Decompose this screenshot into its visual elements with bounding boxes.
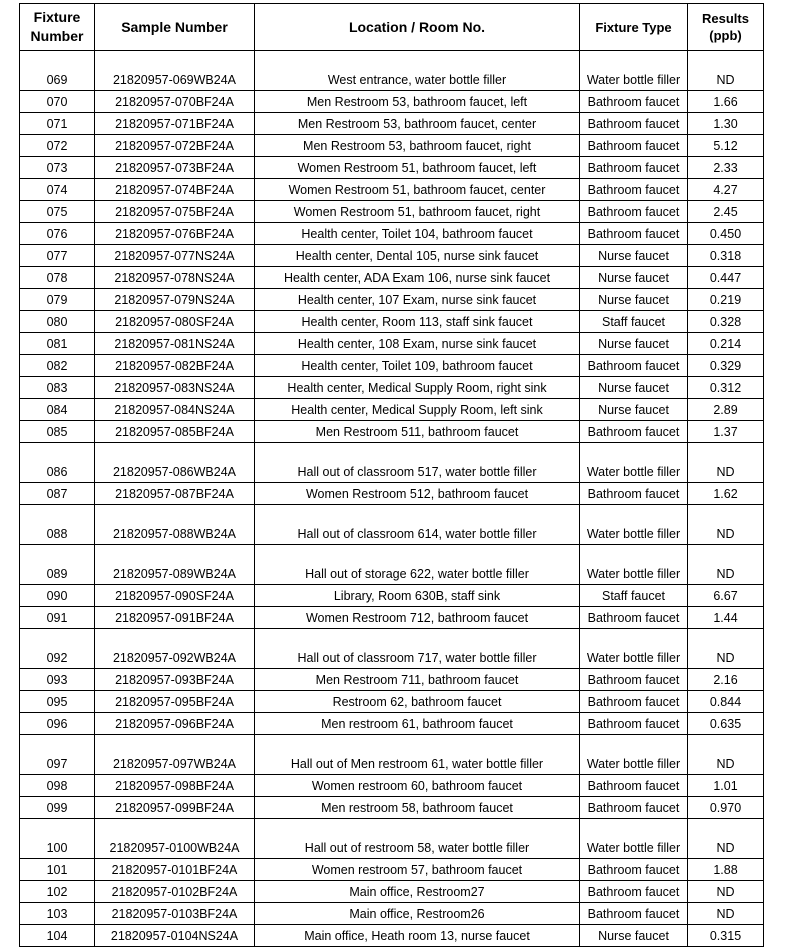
result-cell: 0.315 xyxy=(688,925,764,947)
result-cell: ND xyxy=(688,881,764,903)
result-cell: 1.88 xyxy=(688,859,764,881)
table-row xyxy=(20,355,764,377)
location-cell: Women Restroom 51, bathroom faucet, right xyxy=(255,201,580,223)
table-row xyxy=(20,505,764,545)
fixture-number-cell: 073 xyxy=(20,157,95,179)
sample-number-cell: 21820957-078NS24A xyxy=(95,267,255,289)
sample-number-cell: 21820957-088WB24A xyxy=(95,505,255,545)
fixture-number-cell: 070 xyxy=(20,91,95,113)
fixture-number-cell: 083 xyxy=(20,377,95,399)
fixture-type-cell: Water bottle filler xyxy=(580,51,688,91)
table-row xyxy=(20,775,764,797)
result-cell: 0.214 xyxy=(688,333,764,355)
fixture-number-cell: 071 xyxy=(20,113,95,135)
location-cell: Women restroom 60, bathroom faucet xyxy=(255,775,580,797)
fixture-type-cell: Nurse faucet xyxy=(580,333,688,355)
location-cell: Hall out of classroom 614, water bottle filler xyxy=(255,505,580,545)
fixture-type-cell: Nurse faucet xyxy=(580,377,688,399)
location-cell: Men Restroom 53, bathroom faucet, right xyxy=(255,135,580,157)
table-row xyxy=(20,443,764,483)
fixture-type-cell: Water bottle filler xyxy=(580,545,688,585)
fixture-type-cell: Nurse faucet xyxy=(580,289,688,311)
fixture-number-cell: 100 xyxy=(20,819,95,859)
sample-number-cell: 21820957-086WB24A xyxy=(95,443,255,483)
location-cell: Women Restroom 51, bathroom faucet, left xyxy=(255,157,580,179)
lead-results-table xyxy=(19,3,764,947)
fixture-number-cell: 077 xyxy=(20,245,95,267)
fixture-type-cell: Water bottle filler xyxy=(580,443,688,483)
sample-number-cell: 21820957-0101BF24A xyxy=(95,859,255,881)
table-row xyxy=(20,245,764,267)
fixture-number-cell: 082 xyxy=(20,355,95,377)
fixture-type-cell: Water bottle filler xyxy=(580,819,688,859)
fixture-number-cell: 090 xyxy=(20,585,95,607)
table-row xyxy=(20,819,764,859)
fixture-number-cell: 093 xyxy=(20,669,95,691)
result-cell: 2.33 xyxy=(688,157,764,179)
sample-number-cell: 21820957-098BF24A xyxy=(95,775,255,797)
sample-number-cell: 21820957-084NS24A xyxy=(95,399,255,421)
result-cell: 0.312 xyxy=(688,377,764,399)
fixture-number-cell: 102 xyxy=(20,881,95,903)
location-cell: Health center, Medical Supply Room, left sink xyxy=(255,399,580,421)
result-cell: ND xyxy=(688,505,764,545)
location-cell: Women Restroom 512, bathroom faucet xyxy=(255,483,580,505)
location-cell: Hall out of Men restroom 61, water bottle filler xyxy=(255,735,580,775)
fixture-type-cell: Bathroom faucet xyxy=(580,881,688,903)
location-cell: Restroom 62, bathroom faucet xyxy=(255,691,580,713)
result-cell: 0.970 xyxy=(688,797,764,819)
sample-number-cell: 21820957-070BF24A xyxy=(95,91,255,113)
sample-number-cell: 21820957-0104NS24A xyxy=(95,925,255,947)
table-row xyxy=(20,399,764,421)
result-cell: 5.12 xyxy=(688,135,764,157)
header-fixture-type: Fixture Type xyxy=(580,4,688,51)
fixture-type-cell: Bathroom faucet xyxy=(580,157,688,179)
sample-number-cell: 21820957-081NS24A xyxy=(95,333,255,355)
table-row xyxy=(20,903,764,925)
sample-number-cell: 21820957-090SF24A xyxy=(95,585,255,607)
fixture-type-cell: Bathroom faucet xyxy=(580,669,688,691)
result-cell: 0.635 xyxy=(688,713,764,735)
fixture-type-cell: Bathroom faucet xyxy=(580,355,688,377)
table-row xyxy=(20,113,764,135)
fixture-type-cell: Water bottle filler xyxy=(580,629,688,669)
result-cell: ND xyxy=(688,443,764,483)
sample-number-cell: 21820957-093BF24A xyxy=(95,669,255,691)
result-cell: 0.328 xyxy=(688,311,764,333)
table-row xyxy=(20,421,764,443)
result-cell: 1.01 xyxy=(688,775,764,797)
sample-number-cell: 21820957-083NS24A xyxy=(95,377,255,399)
location-cell: Main office, Restroom26 xyxy=(255,903,580,925)
location-cell: Men restroom 58, bathroom faucet xyxy=(255,797,580,819)
table-row xyxy=(20,91,764,113)
table-body xyxy=(20,51,764,947)
sample-number-cell: 21820957-073BF24A xyxy=(95,157,255,179)
result-cell: 0.219 xyxy=(688,289,764,311)
table-header-row xyxy=(20,4,764,51)
table-row xyxy=(20,713,764,735)
result-cell: ND xyxy=(688,819,764,859)
result-cell: 2.16 xyxy=(688,669,764,691)
sample-number-cell: 21820957-074BF24A xyxy=(95,179,255,201)
sample-number-cell: 21820957-087BF24A xyxy=(95,483,255,505)
fixture-type-cell: Staff faucet xyxy=(580,585,688,607)
result-cell: 1.62 xyxy=(688,483,764,505)
result-cell: 0.329 xyxy=(688,355,764,377)
result-cell: 2.45 xyxy=(688,201,764,223)
sample-number-cell: 21820957-089WB24A xyxy=(95,545,255,585)
sample-number-cell: 21820957-0102BF24A xyxy=(95,881,255,903)
table-row xyxy=(20,669,764,691)
table-row xyxy=(20,311,764,333)
result-cell: 0.844 xyxy=(688,691,764,713)
location-cell: Women restroom 57, bathroom faucet xyxy=(255,859,580,881)
result-cell: 6.67 xyxy=(688,585,764,607)
fixture-type-cell: Bathroom faucet xyxy=(580,859,688,881)
fixture-number-cell: 069 xyxy=(20,51,95,91)
result-cell: 1.37 xyxy=(688,421,764,443)
fixture-type-cell: Bathroom faucet xyxy=(580,483,688,505)
location-cell: Men Restroom 711, bathroom faucet xyxy=(255,669,580,691)
fixture-number-cell: 089 xyxy=(20,545,95,585)
table-row xyxy=(20,51,764,91)
location-cell: Men Restroom 53, bathroom faucet, center xyxy=(255,113,580,135)
fixture-type-cell: Bathroom faucet xyxy=(580,775,688,797)
fixture-number-cell: 104 xyxy=(20,925,95,947)
fixture-number-cell: 098 xyxy=(20,775,95,797)
result-cell: 1.66 xyxy=(688,91,764,113)
fixture-type-cell: Bathroom faucet xyxy=(580,135,688,157)
table-row xyxy=(20,607,764,629)
location-cell: Main office, Restroom27 xyxy=(255,881,580,903)
result-cell: ND xyxy=(688,51,764,91)
fixture-number-cell: 072 xyxy=(20,135,95,157)
table-row xyxy=(20,223,764,245)
header-location: Location / Room No. xyxy=(255,4,580,51)
location-cell: Men Restroom 511, bathroom faucet xyxy=(255,421,580,443)
location-cell: Health center, 108 Exam, nurse sink faucet xyxy=(255,333,580,355)
sample-number-cell: 21820957-075BF24A xyxy=(95,201,255,223)
location-cell: Health center, Dental 105, nurse sink faucet xyxy=(255,245,580,267)
location-cell: Health center, 107 Exam, nurse sink faucet xyxy=(255,289,580,311)
table-row xyxy=(20,483,764,505)
fixture-number-cell: 103 xyxy=(20,903,95,925)
sample-number-cell: 21820957-071BF24A xyxy=(95,113,255,135)
result-cell: 2.89 xyxy=(688,399,764,421)
fixture-type-cell: Bathroom faucet xyxy=(580,91,688,113)
location-cell: Health center, ADA Exam 106, nurse sink faucet xyxy=(255,267,580,289)
sample-number-cell: 21820957-076BF24A xyxy=(95,223,255,245)
table-row xyxy=(20,629,764,669)
sample-number-cell: 21820957-096BF24A xyxy=(95,713,255,735)
fixture-type-cell: Bathroom faucet xyxy=(580,713,688,735)
fixture-number-cell: 099 xyxy=(20,797,95,819)
fixture-type-cell: Bathroom faucet xyxy=(580,903,688,925)
sample-number-cell: 21820957-092WB24A xyxy=(95,629,255,669)
table-row xyxy=(20,881,764,903)
result-cell: ND xyxy=(688,903,764,925)
fixture-type-cell: Bathroom faucet xyxy=(580,607,688,629)
location-cell: Library, Room 630B, staff sink xyxy=(255,585,580,607)
table-row xyxy=(20,289,764,311)
fixture-number-cell: 076 xyxy=(20,223,95,245)
location-cell: Men Restroom 53, bathroom faucet, left xyxy=(255,91,580,113)
fixture-type-cell: Water bottle filler xyxy=(580,735,688,775)
location-cell: Hall out of restroom 58, water bottle filler xyxy=(255,819,580,859)
fixture-type-cell: Bathroom faucet xyxy=(580,421,688,443)
fixture-number-cell: 081 xyxy=(20,333,95,355)
table-row xyxy=(20,267,764,289)
fixture-type-cell: Nurse faucet xyxy=(580,267,688,289)
fixture-number-cell: 078 xyxy=(20,267,95,289)
table-row xyxy=(20,157,764,179)
table-row xyxy=(20,925,764,947)
sample-number-cell: 21820957-072BF24A xyxy=(95,135,255,157)
result-cell: ND xyxy=(688,545,764,585)
fixture-type-cell: Bathroom faucet xyxy=(580,691,688,713)
fixture-number-cell: 091 xyxy=(20,607,95,629)
result-cell: 4.27 xyxy=(688,179,764,201)
fixture-number-cell: 084 xyxy=(20,399,95,421)
fixture-number-cell: 092 xyxy=(20,629,95,669)
fixture-type-cell: Bathroom faucet xyxy=(580,223,688,245)
sample-number-cell: 21820957-099BF24A xyxy=(95,797,255,819)
fixture-number-cell: 074 xyxy=(20,179,95,201)
result-cell: 0.318 xyxy=(688,245,764,267)
fixture-number-cell: 101 xyxy=(20,859,95,881)
table-row xyxy=(20,859,764,881)
fixture-number-cell: 085 xyxy=(20,421,95,443)
header-sample-number: Sample Number xyxy=(95,4,255,51)
location-cell: Hall out of classroom 717, water bottle filler xyxy=(255,629,580,669)
sample-number-cell: 21820957-0103BF24A xyxy=(95,903,255,925)
fixture-number-cell: 095 xyxy=(20,691,95,713)
sample-number-cell: 21820957-077NS24A xyxy=(95,245,255,267)
location-cell: Men restroom 61, bathroom faucet xyxy=(255,713,580,735)
table-row xyxy=(20,585,764,607)
sample-number-cell: 21820957-085BF24A xyxy=(95,421,255,443)
fixture-type-cell: Bathroom faucet xyxy=(580,797,688,819)
table-row xyxy=(20,691,764,713)
table-row xyxy=(20,179,764,201)
fixture-number-cell: 097 xyxy=(20,735,95,775)
result-cell: 0.447 xyxy=(688,267,764,289)
result-cell: 0.450 xyxy=(688,223,764,245)
header-results: Results (ppb) xyxy=(688,4,764,51)
location-cell: Health center, Toilet 109, bathroom faucet xyxy=(255,355,580,377)
location-cell: Hall out of storage 622, water bottle filler xyxy=(255,545,580,585)
location-cell: Women Restroom 51, bathroom faucet, center xyxy=(255,179,580,201)
result-cell: 1.44 xyxy=(688,607,764,629)
sample-number-cell: 21820957-091BF24A xyxy=(95,607,255,629)
fixture-type-cell: Staff faucet xyxy=(580,311,688,333)
sample-number-cell: 21820957-079NS24A xyxy=(95,289,255,311)
fixture-number-cell: 088 xyxy=(20,505,95,545)
fixture-type-cell: Nurse faucet xyxy=(580,245,688,267)
fixture-number-cell: 075 xyxy=(20,201,95,223)
table-row xyxy=(20,545,764,585)
result-cell: ND xyxy=(688,735,764,775)
table-row xyxy=(20,735,764,775)
fixture-number-cell: 096 xyxy=(20,713,95,735)
table-row xyxy=(20,377,764,399)
location-cell: Health center, Toilet 104, bathroom faucet xyxy=(255,223,580,245)
fixture-number-cell: 087 xyxy=(20,483,95,505)
sample-number-cell: 21820957-080SF24A xyxy=(95,311,255,333)
fixture-number-cell: 080 xyxy=(20,311,95,333)
location-cell: Health center, Room 113, staff sink faucet xyxy=(255,311,580,333)
fixture-number-cell: 079 xyxy=(20,289,95,311)
sample-number-cell: 21820957-0100WB24A xyxy=(95,819,255,859)
fixture-type-cell: Nurse faucet xyxy=(580,399,688,421)
result-cell: ND xyxy=(688,629,764,669)
location-cell: Health center, Medical Supply Room, right sink xyxy=(255,377,580,399)
fixture-type-cell: Water bottle filler xyxy=(580,505,688,545)
location-cell: West entrance, water bottle filler xyxy=(255,51,580,91)
result-cell: 1.30 xyxy=(688,113,764,135)
location-cell: Hall out of classroom 517, water bottle filler xyxy=(255,443,580,483)
fixture-type-cell: Bathroom faucet xyxy=(580,113,688,135)
location-cell: Women Restroom 712, bathroom faucet xyxy=(255,607,580,629)
fixture-type-cell: Bathroom faucet xyxy=(580,201,688,223)
table-row xyxy=(20,201,764,223)
fixture-type-cell: Bathroom faucet xyxy=(580,179,688,201)
sample-number-cell: 21820957-097WB24A xyxy=(95,735,255,775)
header-fixture-number: Fixture Number xyxy=(20,4,95,51)
table-row xyxy=(20,797,764,819)
table-row xyxy=(20,333,764,355)
table-row xyxy=(20,135,764,157)
fixture-number-cell: 086 xyxy=(20,443,95,483)
fixture-type-cell: Nurse faucet xyxy=(580,925,688,947)
sample-number-cell: 21820957-082BF24A xyxy=(95,355,255,377)
location-cell: Main office, Heath room 13, nurse faucet xyxy=(255,925,580,947)
sample-number-cell: 21820957-095BF24A xyxy=(95,691,255,713)
sample-number-cell: 21820957-069WB24A xyxy=(95,51,255,91)
